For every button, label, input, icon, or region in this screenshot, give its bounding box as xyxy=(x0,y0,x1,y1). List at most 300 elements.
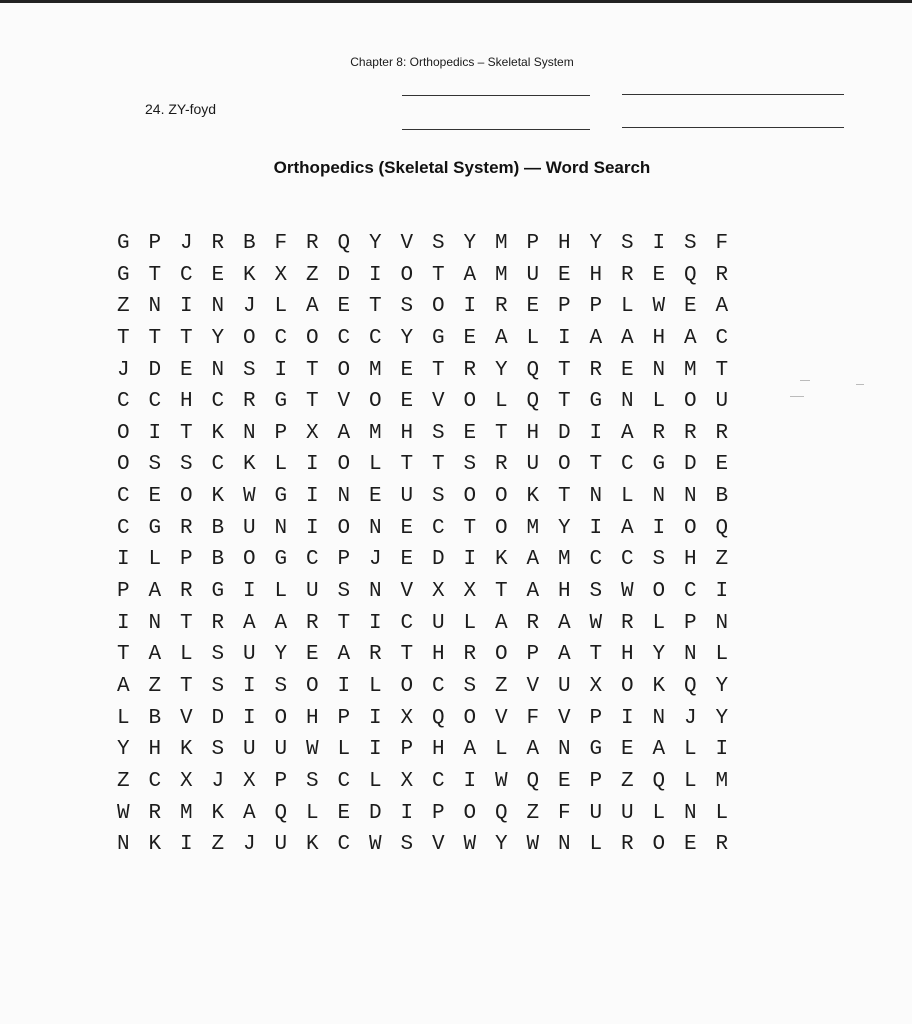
grid-letter[interactable]: L xyxy=(306,801,319,825)
grid-letter[interactable]: S xyxy=(211,738,225,762)
grid-letter[interactable]: R xyxy=(148,801,162,825)
grid-letter[interactable]: B xyxy=(148,706,162,730)
grid-letter[interactable]: R xyxy=(495,453,508,477)
grid-letter[interactable]: C xyxy=(211,390,225,414)
grid-letter[interactable]: L xyxy=(369,769,382,793)
grid-letter[interactable]: A xyxy=(148,580,162,604)
grid-letter[interactable]: S xyxy=(463,453,477,477)
grid-letter[interactable]: J xyxy=(211,769,225,793)
grid-letter[interactable]: R xyxy=(306,232,319,255)
grid-letter[interactable]: O xyxy=(337,358,351,382)
grid-letter[interactable]: C xyxy=(432,769,445,793)
grid-letter[interactable]: H xyxy=(526,421,540,445)
grid-letter[interactable]: H xyxy=(180,390,193,414)
grid-letter[interactable]: P xyxy=(526,232,540,255)
grid-letter[interactable]: U xyxy=(243,516,256,540)
grid-letter[interactable]: O xyxy=(400,674,414,698)
grid-letter[interactable]: K xyxy=(495,548,508,572)
grid-letter[interactable]: L xyxy=(495,738,508,762)
grid-letter[interactable]: Q xyxy=(526,358,540,382)
grid-letter[interactable]: A xyxy=(621,516,634,540)
grid-letter[interactable]: T xyxy=(589,453,603,477)
grid-letter[interactable]: D xyxy=(432,548,445,572)
grid-letter[interactable]: G xyxy=(589,390,603,414)
grid-letter[interactable]: P xyxy=(589,769,603,793)
grid-letter[interactable]: C xyxy=(306,548,319,572)
grid-letter[interactable]: W xyxy=(526,833,540,857)
grid-letter[interactable]: C xyxy=(337,769,351,793)
grid-letter[interactable]: L xyxy=(621,295,634,319)
grid-letter[interactable]: Z xyxy=(117,295,130,319)
grid-letter[interactable]: R xyxy=(211,611,225,635)
grid-letter[interactable]: J xyxy=(369,548,382,572)
grid-letter[interactable]: A xyxy=(306,295,319,319)
grid-letter[interactable]: E xyxy=(652,263,666,287)
grid-letter[interactable]: H xyxy=(432,643,445,667)
grid-letter[interactable]: V xyxy=(400,580,414,604)
grid-letter[interactable]: I xyxy=(621,706,634,730)
grid-letter[interactable]: C xyxy=(684,580,697,604)
grid-letter[interactable]: X xyxy=(274,263,288,287)
grid-letter[interactable]: Q xyxy=(652,769,666,793)
grid-letter[interactable]: C xyxy=(117,516,130,540)
grid-letter[interactable]: O xyxy=(306,326,319,350)
grid-letter[interactable]: G xyxy=(211,580,225,604)
grid-letter[interactable]: C xyxy=(621,453,634,477)
grid-letter[interactable]: F xyxy=(558,801,571,825)
grid-letter[interactable]: C xyxy=(621,548,634,572)
grid-letter[interactable]: N xyxy=(558,738,571,762)
grid-letter[interactable]: E xyxy=(180,358,193,382)
grid-letter[interactable]: R xyxy=(684,421,697,445)
grid-letter[interactable]: Z xyxy=(526,801,540,825)
grid-letter[interactable]: P xyxy=(180,548,193,572)
grid-letter[interactable]: W xyxy=(243,485,256,509)
grid-letter[interactable]: K xyxy=(526,485,540,509)
grid-letter[interactable]: Z xyxy=(117,769,130,793)
grid-letter[interactable]: A xyxy=(715,295,729,319)
grid-letter[interactable]: J xyxy=(117,358,130,382)
grid-letter[interactable]: Q xyxy=(684,263,697,287)
grid-letter[interactable]: A xyxy=(243,611,256,635)
grid-letter[interactable]: D xyxy=(684,453,697,477)
grid-letter[interactable]: X xyxy=(400,769,414,793)
answer-line[interactable] xyxy=(622,94,844,95)
grid-letter[interactable]: U xyxy=(274,833,288,857)
grid-letter[interactable]: I xyxy=(180,295,193,319)
grid-letter[interactable]: I xyxy=(274,358,288,382)
grid-letter[interactable]: I xyxy=(369,738,382,762)
grid-letter[interactable]: S xyxy=(432,485,445,509)
grid-letter[interactable]: W xyxy=(117,801,130,825)
grid-letter[interactable]: M xyxy=(715,769,729,793)
grid-letter[interactable]: O xyxy=(684,516,697,540)
grid-letter[interactable]: T xyxy=(369,295,382,319)
grid-letter[interactable]: S xyxy=(589,580,603,604)
grid-letter[interactable]: N xyxy=(684,801,697,825)
grid-letter[interactable]: O xyxy=(117,421,130,445)
grid-letter[interactable]: T xyxy=(180,611,193,635)
grid-letter[interactable]: D xyxy=(148,358,162,382)
grid-letter[interactable]: N xyxy=(369,516,382,540)
grid-letter[interactable]: U xyxy=(243,643,256,667)
grid-letter[interactable]: H xyxy=(621,643,634,667)
grid-letter[interactable]: T xyxy=(558,390,571,414)
grid-letter[interactable]: E xyxy=(621,738,634,762)
grid-letter[interactable]: L xyxy=(652,611,666,635)
grid-letter[interactable]: O xyxy=(463,706,477,730)
grid-letter[interactable]: V xyxy=(337,390,351,414)
grid-letter[interactable]: N xyxy=(589,485,603,509)
grid-letter[interactable]: W xyxy=(369,833,382,857)
grid-letter[interactable]: K xyxy=(148,833,162,857)
grid-letter[interactable]: X xyxy=(306,421,319,445)
grid-letter[interactable]: V xyxy=(400,232,414,255)
grid-letter[interactable]: K xyxy=(243,263,256,287)
grid-letter[interactable]: S xyxy=(432,232,445,255)
grid-letter[interactable]: U xyxy=(306,580,319,604)
grid-letter[interactable]: L xyxy=(369,453,382,477)
grid-letter[interactable]: Y xyxy=(589,232,603,255)
grid-letter[interactable]: P xyxy=(274,769,288,793)
grid-letter[interactable]: T xyxy=(306,358,319,382)
grid-letter[interactable]: N xyxy=(148,295,162,319)
grid-letter[interactable]: A xyxy=(337,421,351,445)
grid-letter[interactable]: R xyxy=(180,516,193,540)
grid-letter[interactable]: V xyxy=(432,833,445,857)
grid-letter[interactable]: Q xyxy=(495,801,508,825)
grid-letter[interactable]: C xyxy=(337,326,351,350)
grid-letter[interactable]: P xyxy=(337,706,351,730)
grid-letter[interactable]: L xyxy=(274,580,288,604)
grid-letter[interactable]: C xyxy=(117,485,130,509)
grid-letter[interactable]: L xyxy=(684,769,697,793)
grid-letter[interactable]: T xyxy=(495,580,508,604)
grid-letter[interactable]: K xyxy=(211,801,225,825)
grid-letter[interactable]: R xyxy=(621,611,634,635)
grid-letter[interactable]: S xyxy=(400,833,414,857)
grid-letter[interactable]: G xyxy=(274,485,288,509)
grid-letter[interactable]: I xyxy=(652,516,666,540)
grid-letter[interactable]: N xyxy=(621,390,634,414)
grid-letter[interactable]: O xyxy=(463,485,477,509)
grid-letter[interactable]: R xyxy=(715,421,729,445)
grid-letter[interactable]: R xyxy=(211,232,225,255)
grid-letter[interactable]: W xyxy=(652,295,666,319)
grid-letter[interactable]: L xyxy=(274,295,288,319)
grid-letter[interactable]: I xyxy=(117,548,130,572)
grid-letter[interactable]: Z xyxy=(715,548,729,572)
grid-letter[interactable]: E xyxy=(369,485,382,509)
grid-letter[interactable]: T xyxy=(495,421,508,445)
grid-letter[interactable]: P xyxy=(684,611,697,635)
grid-letter[interactable]: G xyxy=(652,453,666,477)
grid-letter[interactable]: E xyxy=(148,485,162,509)
grid-letter[interactable]: R xyxy=(526,611,540,635)
grid-letter[interactable]: C xyxy=(400,611,414,635)
grid-letter[interactable]: M xyxy=(495,232,508,255)
grid-letter[interactable]: T xyxy=(400,643,414,667)
grid-letter[interactable]: R xyxy=(589,358,603,382)
grid-letter[interactable]: U xyxy=(715,390,729,414)
grid-letter[interactable]: S xyxy=(211,643,225,667)
grid-letter[interactable]: I xyxy=(243,580,256,604)
grid-letter[interactable]: R xyxy=(306,611,319,635)
grid-letter[interactable]: G xyxy=(274,390,288,414)
grid-letter[interactable]: Y xyxy=(652,643,666,667)
grid-letter[interactable]: W xyxy=(463,833,477,857)
grid-letter[interactable]: U xyxy=(274,738,288,762)
grid-letter[interactable]: R xyxy=(715,833,729,857)
grid-letter[interactable]: N xyxy=(652,485,666,509)
grid-letter[interactable]: T xyxy=(306,390,319,414)
grid-letter[interactable]: E xyxy=(558,769,571,793)
grid-letter[interactable]: S xyxy=(621,232,634,255)
grid-letter[interactable]: T xyxy=(432,358,445,382)
grid-letter[interactable]: S xyxy=(463,674,477,698)
grid-letter[interactable]: S xyxy=(652,548,666,572)
grid-letter[interactable]: C xyxy=(117,390,130,414)
grid-letter[interactable]: U xyxy=(558,674,571,698)
grid-letter[interactable]: F xyxy=(715,232,729,255)
grid-letter[interactable]: I xyxy=(715,580,729,604)
grid-letter[interactable]: I xyxy=(558,326,571,350)
grid-letter[interactable]: Q xyxy=(684,674,697,698)
grid-letter[interactable]: N xyxy=(337,485,351,509)
grid-letter[interactable]: Y xyxy=(463,232,477,255)
grid-letter[interactable]: C xyxy=(337,833,351,857)
grid-letter[interactable]: O xyxy=(652,580,666,604)
grid-letter[interactable]: O xyxy=(117,453,130,477)
grid-letter[interactable]: T xyxy=(558,358,571,382)
grid-letter[interactable]: A xyxy=(526,580,540,604)
grid-letter[interactable]: E xyxy=(621,358,634,382)
grid-letter[interactable]: H xyxy=(400,421,414,445)
grid-letter[interactable]: U xyxy=(243,738,256,762)
grid-letter[interactable]: R xyxy=(495,295,508,319)
grid-letter[interactable]: R xyxy=(463,358,477,382)
grid-letter[interactable]: O xyxy=(337,453,351,477)
grid-letter[interactable]: L xyxy=(652,801,666,825)
grid-letter[interactable]: L xyxy=(337,738,351,762)
grid-letter[interactable]: S xyxy=(148,453,162,477)
grid-letter[interactable]: O xyxy=(180,485,193,509)
grid-letter[interactable]: O xyxy=(432,295,445,319)
grid-letter[interactable]: X xyxy=(589,674,603,698)
grid-letter[interactable]: N xyxy=(684,485,697,509)
grid-letter[interactable]: L xyxy=(148,548,162,572)
grid-letter[interactable]: X xyxy=(400,706,414,730)
grid-letter[interactable]: I xyxy=(369,611,382,635)
grid-letter[interactable]: B xyxy=(211,516,225,540)
grid-letter[interactable]: X xyxy=(463,580,477,604)
grid-letter[interactable]: L xyxy=(589,833,603,857)
grid-letter[interactable]: O xyxy=(337,516,351,540)
grid-letter[interactable]: W xyxy=(589,611,603,635)
grid-letter[interactable]: Y xyxy=(558,516,571,540)
grid-letter[interactable]: A xyxy=(337,643,351,667)
grid-letter[interactable]: O xyxy=(495,485,508,509)
grid-letter[interactable]: O xyxy=(684,390,697,414)
grid-letter[interactable]: H xyxy=(148,738,162,762)
grid-letter[interactable]: L xyxy=(117,706,130,730)
grid-letter[interactable]: K xyxy=(211,485,225,509)
grid-letter[interactable]: C xyxy=(589,548,603,572)
grid-letter[interactable]: I xyxy=(589,421,603,445)
grid-letter[interactable]: D xyxy=(558,421,571,445)
grid-letter[interactable]: B xyxy=(211,548,225,572)
grid-letter[interactable]: E xyxy=(400,516,414,540)
grid-letter[interactable]: N xyxy=(652,706,666,730)
grid-letter[interactable]: Y xyxy=(211,326,225,350)
grid-letter[interactable]: I xyxy=(463,295,477,319)
grid-letter[interactable]: T xyxy=(148,263,162,287)
grid-letter[interactable]: L xyxy=(621,485,634,509)
grid-letter[interactable]: G xyxy=(432,326,445,350)
grid-letter[interactable]: O xyxy=(652,833,666,857)
grid-letter[interactable]: N xyxy=(274,516,288,540)
grid-letter[interactable]: Y xyxy=(400,326,414,350)
grid-letter[interactable]: C xyxy=(148,390,162,414)
grid-letter[interactable]: Y xyxy=(715,674,729,698)
grid-letter[interactable]: N xyxy=(211,358,225,382)
grid-letter[interactable]: N xyxy=(715,611,729,635)
grid-letter[interactable]: Y xyxy=(495,833,508,857)
grid-letter[interactable]: T xyxy=(715,358,729,382)
grid-letter[interactable]: Z xyxy=(495,674,508,698)
grid-letter[interactable]: N xyxy=(558,833,571,857)
grid-letter[interactable]: D xyxy=(337,263,351,287)
grid-letter[interactable]: W xyxy=(621,580,634,604)
grid-letter[interactable]: G xyxy=(148,516,162,540)
grid-letter[interactable]: U xyxy=(432,611,445,635)
grid-letter[interactable]: T xyxy=(337,611,351,635)
grid-letter[interactable]: H xyxy=(589,263,603,287)
grid-letter[interactable]: A xyxy=(589,326,603,350)
grid-letter[interactable]: E xyxy=(558,263,571,287)
grid-letter[interactable]: O xyxy=(558,453,571,477)
grid-letter[interactable]: V xyxy=(526,674,540,698)
grid-letter[interactable]: I xyxy=(306,485,319,509)
grid-letter[interactable]: O xyxy=(400,263,414,287)
grid-letter[interactable]: E xyxy=(526,295,540,319)
grid-letter[interactable]: U xyxy=(621,801,634,825)
grid-letter[interactable]: E xyxy=(463,421,477,445)
grid-letter[interactable]: G xyxy=(117,232,130,255)
grid-letter[interactable]: G xyxy=(589,738,603,762)
grid-letter[interactable]: L xyxy=(495,390,508,414)
grid-letter[interactable]: I xyxy=(243,706,256,730)
grid-letter[interactable]: O xyxy=(306,674,319,698)
grid-letter[interactable]: E xyxy=(211,263,225,287)
grid-letter[interactable]: P xyxy=(589,295,603,319)
grid-letter[interactable]: A xyxy=(495,326,508,350)
grid-letter[interactable]: H xyxy=(306,706,319,730)
grid-letter[interactable]: S xyxy=(432,421,445,445)
grid-letter[interactable]: V xyxy=(432,390,445,414)
grid-letter[interactable]: H xyxy=(432,738,445,762)
grid-letter[interactable]: H xyxy=(558,232,571,255)
grid-letter[interactable]: P xyxy=(337,548,351,572)
grid-letter[interactable]: B xyxy=(715,485,729,509)
grid-letter[interactable]: G xyxy=(117,263,130,287)
grid-letter[interactable]: J xyxy=(243,833,256,857)
grid-letter[interactable]: O xyxy=(495,643,508,667)
grid-letter[interactable]: Z xyxy=(211,833,225,857)
grid-letter[interactable]: K xyxy=(652,674,666,698)
grid-letter[interactable]: Y xyxy=(715,706,729,730)
grid-letter[interactable]: U xyxy=(526,263,540,287)
grid-letter[interactable]: O xyxy=(495,516,508,540)
grid-letter[interactable]: P xyxy=(400,738,414,762)
grid-letter[interactable]: J xyxy=(180,232,193,255)
grid-letter[interactable]: R xyxy=(621,833,634,857)
grid-letter[interactable]: P xyxy=(117,580,130,604)
grid-letter[interactable]: I xyxy=(306,453,319,477)
grid-letter[interactable]: T xyxy=(180,674,193,698)
grid-letter[interactable]: W xyxy=(495,769,508,793)
grid-letter[interactable]: A xyxy=(117,674,130,698)
grid-letter[interactable]: I xyxy=(369,706,382,730)
grid-letter[interactable]: K xyxy=(180,738,193,762)
grid-letter[interactable]: O xyxy=(621,674,634,698)
grid-letter[interactable]: L xyxy=(180,643,193,667)
grid-letter[interactable]: Y xyxy=(495,358,508,382)
grid-letter[interactable]: L xyxy=(526,326,540,350)
grid-letter[interactable]: A xyxy=(684,326,697,350)
grid-letter[interactable]: T xyxy=(148,326,162,350)
grid-letter[interactable]: N xyxy=(117,833,130,857)
grid-letter[interactable]: A xyxy=(148,643,162,667)
grid-letter[interactable]: L xyxy=(715,801,729,825)
grid-letter[interactable]: P xyxy=(274,421,288,445)
grid-letter[interactable]: Y xyxy=(117,738,130,762)
grid-letter[interactable]: P xyxy=(589,706,603,730)
answer-line[interactable] xyxy=(402,95,590,96)
grid-letter[interactable]: T xyxy=(463,516,477,540)
grid-letter[interactable]: N xyxy=(684,643,697,667)
grid-letter[interactable]: P xyxy=(558,295,571,319)
grid-letter[interactable]: X xyxy=(180,769,193,793)
grid-letter[interactable]: L xyxy=(715,643,729,667)
grid-letter[interactable]: C xyxy=(715,326,729,350)
grid-letter[interactable]: M xyxy=(369,358,382,382)
grid-letter[interactable]: S xyxy=(243,358,256,382)
grid-letter[interactable]: H xyxy=(652,326,666,350)
grid-letter[interactable]: A xyxy=(621,421,634,445)
grid-letter[interactable]: V xyxy=(558,706,571,730)
grid-letter[interactable]: K xyxy=(243,453,256,477)
grid-letter[interactable]: T xyxy=(180,421,193,445)
grid-letter[interactable]: X xyxy=(243,769,256,793)
grid-letter[interactable]: O xyxy=(243,548,256,572)
grid-letter[interactable]: Q xyxy=(715,516,729,540)
grid-letter[interactable]: U xyxy=(526,453,540,477)
grid-letter[interactable]: S xyxy=(274,674,288,698)
grid-letter[interactable]: T xyxy=(117,643,130,667)
grid-letter[interactable]: P xyxy=(526,643,540,667)
grid-letter[interactable]: E xyxy=(306,643,319,667)
grid-letter[interactable]: T xyxy=(180,326,193,350)
grid-letter[interactable]: I xyxy=(652,232,666,255)
grid-letter[interactable]: O xyxy=(369,390,382,414)
grid-letter[interactable]: L xyxy=(463,611,477,635)
grid-letter[interactable]: J xyxy=(684,706,697,730)
grid-letter[interactable]: E xyxy=(463,326,477,350)
grid-letter[interactable]: R xyxy=(463,643,477,667)
grid-letter[interactable]: Z xyxy=(148,674,162,698)
grid-letter[interactable]: F xyxy=(274,232,288,255)
